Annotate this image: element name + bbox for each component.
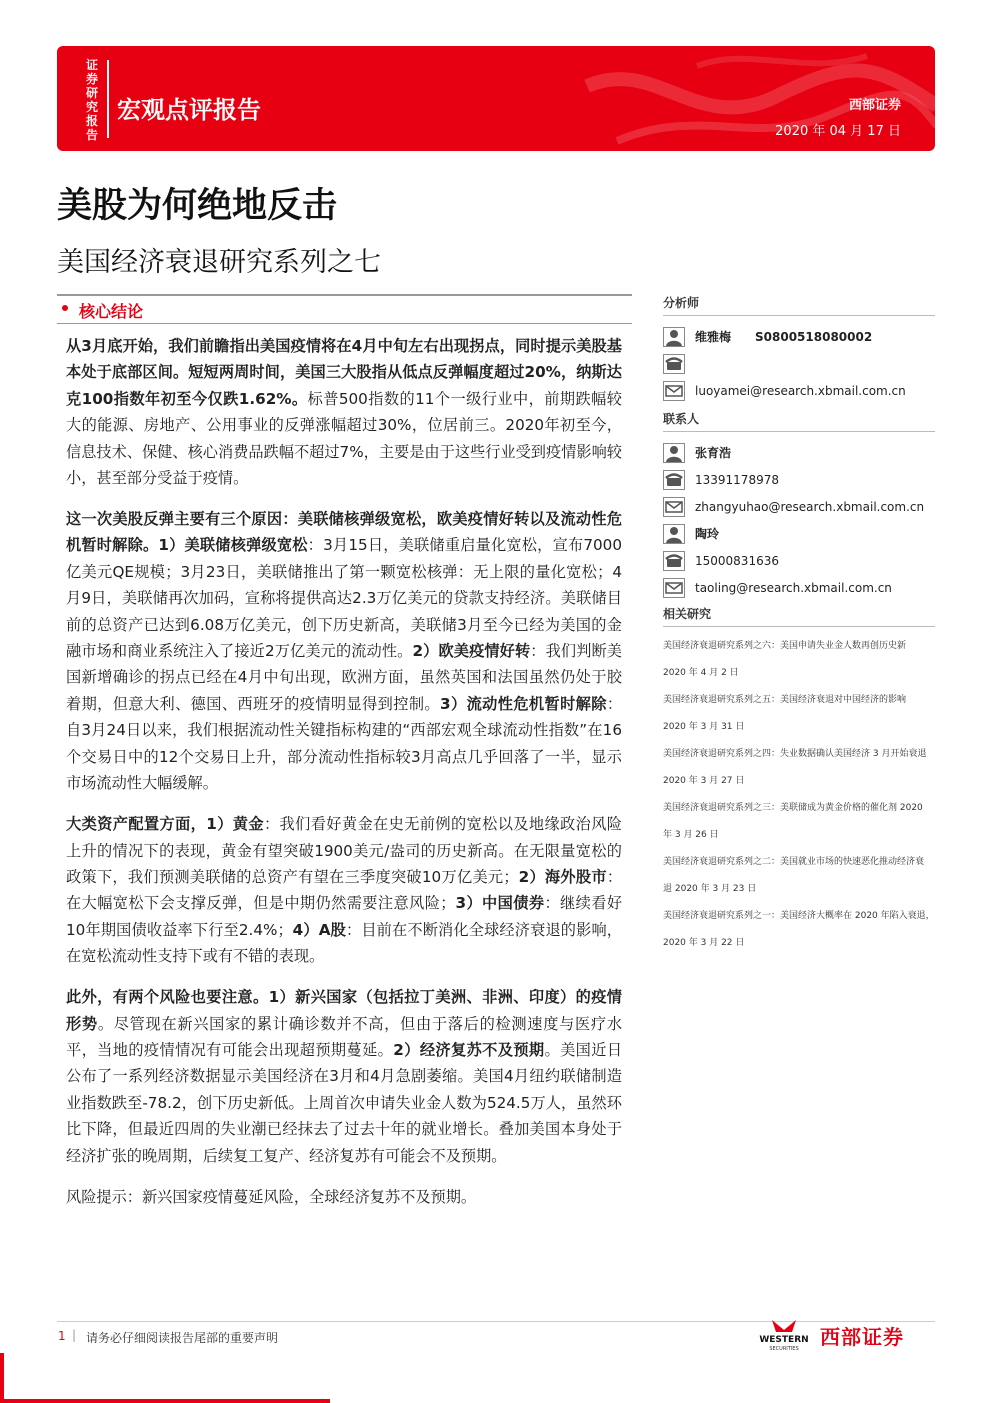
emphasis-text: 2）海外股市 [518,867,607,886]
email-icon [663,381,685,401]
header-banner [57,46,935,151]
body-text: 标普500指数的11个一级行业中，前期跌幅较大的能源、房地产、公用事业的反弹涨幅超过30%，位居前三。2020年初至今，信息技术、保健、核心消费品跌幅不超过7%，主要是由于这些行业受到疫情影响较小，甚至部分受益于疫情。 [66,389,622,488]
related-report-date: 2020 年 4 月 2 日 [663,668,739,678]
emphasis-text: 这一次美股反弹主要有三个原因：美联储核弹级宽松，欧美疫情好转以及流动性危机暂时解除。1）美联储核弹级宽松 [66,510,622,555]
report-title: 美股为何绝地反击 [57,186,338,226]
analyst-email-row [663,377,935,404]
contact2-phone-row [663,547,935,574]
main-body [66,333,622,1210]
report-subtitle: 美国经济衰退研究系列之七 [57,247,381,278]
western-securities-logo [750,1316,940,1356]
contact1-email[interactable]: zhangyuhao@research.xbmail.com.cn [695,499,925,514]
logo-cn-text: 西部证券 [820,1325,904,1349]
header-broker: 西部证券 [848,98,901,113]
related-report-date: 退 2020 年 3 月 23 日 [663,884,757,894]
related-report-title[interactable]: 美国经济衰退研究系列之二：美国就业市场的快速恶化推动经济衰 [663,857,925,867]
contact1-phone: 13391178978 [695,472,779,487]
contact1-row [663,439,935,466]
body-text: ：我们判断美国新增确诊的拐点已经在4月中旬出现，欧洲方面，虽然英国和法国虽然仍处于胶着期，但意大利、德国、西班牙的疫情明显得到控制。 [66,642,622,713]
emphasis-text: 4）A股 [292,920,346,939]
logo-en-sub-text: SECURITIES [769,1346,799,1352]
footer-separator: | [72,1328,77,1342]
phone-icon [663,470,685,490]
logo-mark-icon [750,1316,818,1356]
body-text: ：目前在不断消化全球经济衰退的影响，在宽松流动性支持下或有不错的表现。 [66,920,622,966]
person-icon [663,327,685,347]
emphasis-text: 大类资产配置方面，1）黄金 [66,815,264,834]
contact1-phone-row [663,466,935,493]
vertical-divider [107,60,109,138]
related-report-title[interactable]: 美国经济衰退研究系列之六：美国申请失业金人数再创历史新 [663,641,907,651]
email-icon [663,497,685,517]
corner-mark-vertical [0,1353,4,1403]
related-report-title[interactable]: 美国经济衰退研究系列之五：美国经济衰退对中国经济的影响 [663,695,907,705]
emphasis-text: 2）欧美疫情好转 [412,642,531,661]
footer-disclaimer: 请务必仔细阅读报告尾部的重要声明 [86,1331,279,1345]
emphasis-text: 2）经济复苏不及预期 [393,1040,545,1059]
related-report-date: 2020 年 3 月 22 日 [663,938,745,948]
body-text: 风险提示：新兴国家疫情蔓延风险，全球经济复苏不及预期。 [66,1187,477,1206]
body-text: ：自3月24日以来，我们根据流动性关键指标构建的“西部宏观全球流动性指数”在16个交易日中的12个交易日上升，部分流动性指标较3月高点几乎回落了一半，显示市场流动性大幅缓解。 [66,694,623,793]
analyst-phone-row [663,350,935,377]
contact-heading: 联系人 [663,410,935,432]
body-text: 。美国近日公布了一系列经济数据显示美国经济在3月和4月急剧萎缩。美国4月纽约联储制造业指数跌至-78.2，创下历史新低。上周首次申请失业金人数为524.5万人，虽然环比下降，但最近四周的失业潮已经抹去了过去十年的就业增长。叠加美国本身处于经济扩张的晚周期，后续复工复产、经济复苏有可能会不及预期。 [66,1040,623,1165]
contact1-name: 张育浩 [695,446,732,460]
related-report-date: 2020 年 3 月 27 日 [663,776,745,786]
body-text: ：我们看好黄金在史无前例的宽松以及地缘政治风险上升的情况下的表现，黄金有望突破1900美元/盎司的历史新高。在无限量宽松的政策下，我们预测美联储的总资产有望在三季度突破10万亿美元； [66,815,622,886]
section-title: 核心结论 [79,302,144,321]
related-list [663,633,935,957]
contact2-phone: 15000831636 [695,553,779,568]
analyst-email[interactable]: luoyamei@research.xbmail.com.cn [695,383,906,398]
related-report-title[interactable]: 美国经济衰退研究系列之三：美联储成为黄金价格的催化剂 2020 [663,803,923,813]
phone-icon [663,354,685,374]
related-heading: 相关研究 [663,605,935,627]
body-paragraph [66,811,622,969]
emphasis-text: 从3月底开始，我们前瞻指出美国疫情将在4月中旬左右出现拐点，同时提示美股基本处于底部区间。短短两周时间，美国三大股指从低点反弹幅度超过20%，纳斯达克100指数年初至今仅跌1.62%。 [66,337,622,408]
contact2-email-row [663,574,935,601]
person-icon [663,524,685,544]
contact1-email-row [663,493,935,520]
analyst-heading: 分析师 [663,294,935,316]
page-number: 1 [58,1329,66,1343]
email-icon [663,578,685,598]
body-paragraph [66,1184,622,1210]
body-paragraph [66,984,622,1169]
logo-en-text: WESTERN [759,1335,809,1345]
body-text: ：在大幅宽松下会支撑反弹，但是中期仍然需要注意风险； [66,867,623,913]
related-report-date: 2020 年 3 月 31 日 [663,722,745,732]
analyst-cert: S0800518080002 [755,329,873,344]
corner-mark-horizontal [0,1399,330,1403]
body-paragraph [66,506,622,796]
section-header [57,294,632,324]
sidebar [663,294,935,957]
body-text: 。尽管现在新兴国家的累计确诊数并不高，但由于落后的检测速度与医疗水平，当地的疫情情况有可能会出现超预期蔓延。 [66,1014,622,1059]
bullet-icon [62,305,68,311]
body-text: ：继续看好10年期国债收益率下行至2.4%； [66,894,623,939]
vertical-label: 证券研究报告 [85,58,98,142]
related-report-title[interactable]: 美国经济衰退研究系列之一：美国经济大概率在 2020 年陷入衰退， [663,911,935,921]
contact2-email[interactable]: taoling@research.xbmail.com.cn [695,580,892,595]
doc-type: 宏观点评报告 [117,96,261,124]
report-date: 2020 年 04 月 17 日 [775,124,901,139]
related-report-date: 年 3 月 26 日 [663,830,719,840]
body-paragraph [66,333,622,491]
analyst-name: 维雅梅 [695,330,732,344]
emphasis-text: 3）中国债券 [455,894,545,913]
contact2-name: 陶玲 [695,527,720,541]
person-icon [663,443,685,463]
emphasis-text: 此外，有两个风险也要注意。1）新兴国家（包括拉丁美洲、非洲、印度）的疫情形势 [66,988,622,1033]
analyst-row [663,323,935,350]
contact2-row [663,520,935,547]
related-report-title[interactable]: 美国经济衰退研究系列之四：失业数据确认美国经济 3 月开始衰退 [663,749,927,759]
body-text: ：3月15日，美联储重启量化宽松，宣布7000亿美元QE规模；3月23日，美联储推出了第一颗宽松核弹：无上限的量化宽松；4月9日，美联储再次加码，宣称将提供高达2.3万亿美元的贷款支持经济。美联储目前的总资产已达到6.08万亿美元，创下历史新高，美联储3月至今已经为美国的金融市场和商业系统注入了接近2万亿美元的流动性。 [66,536,623,661]
phone-icon [663,551,685,571]
emphasis-text: 3）流动性危机暂时解除 [440,694,607,713]
